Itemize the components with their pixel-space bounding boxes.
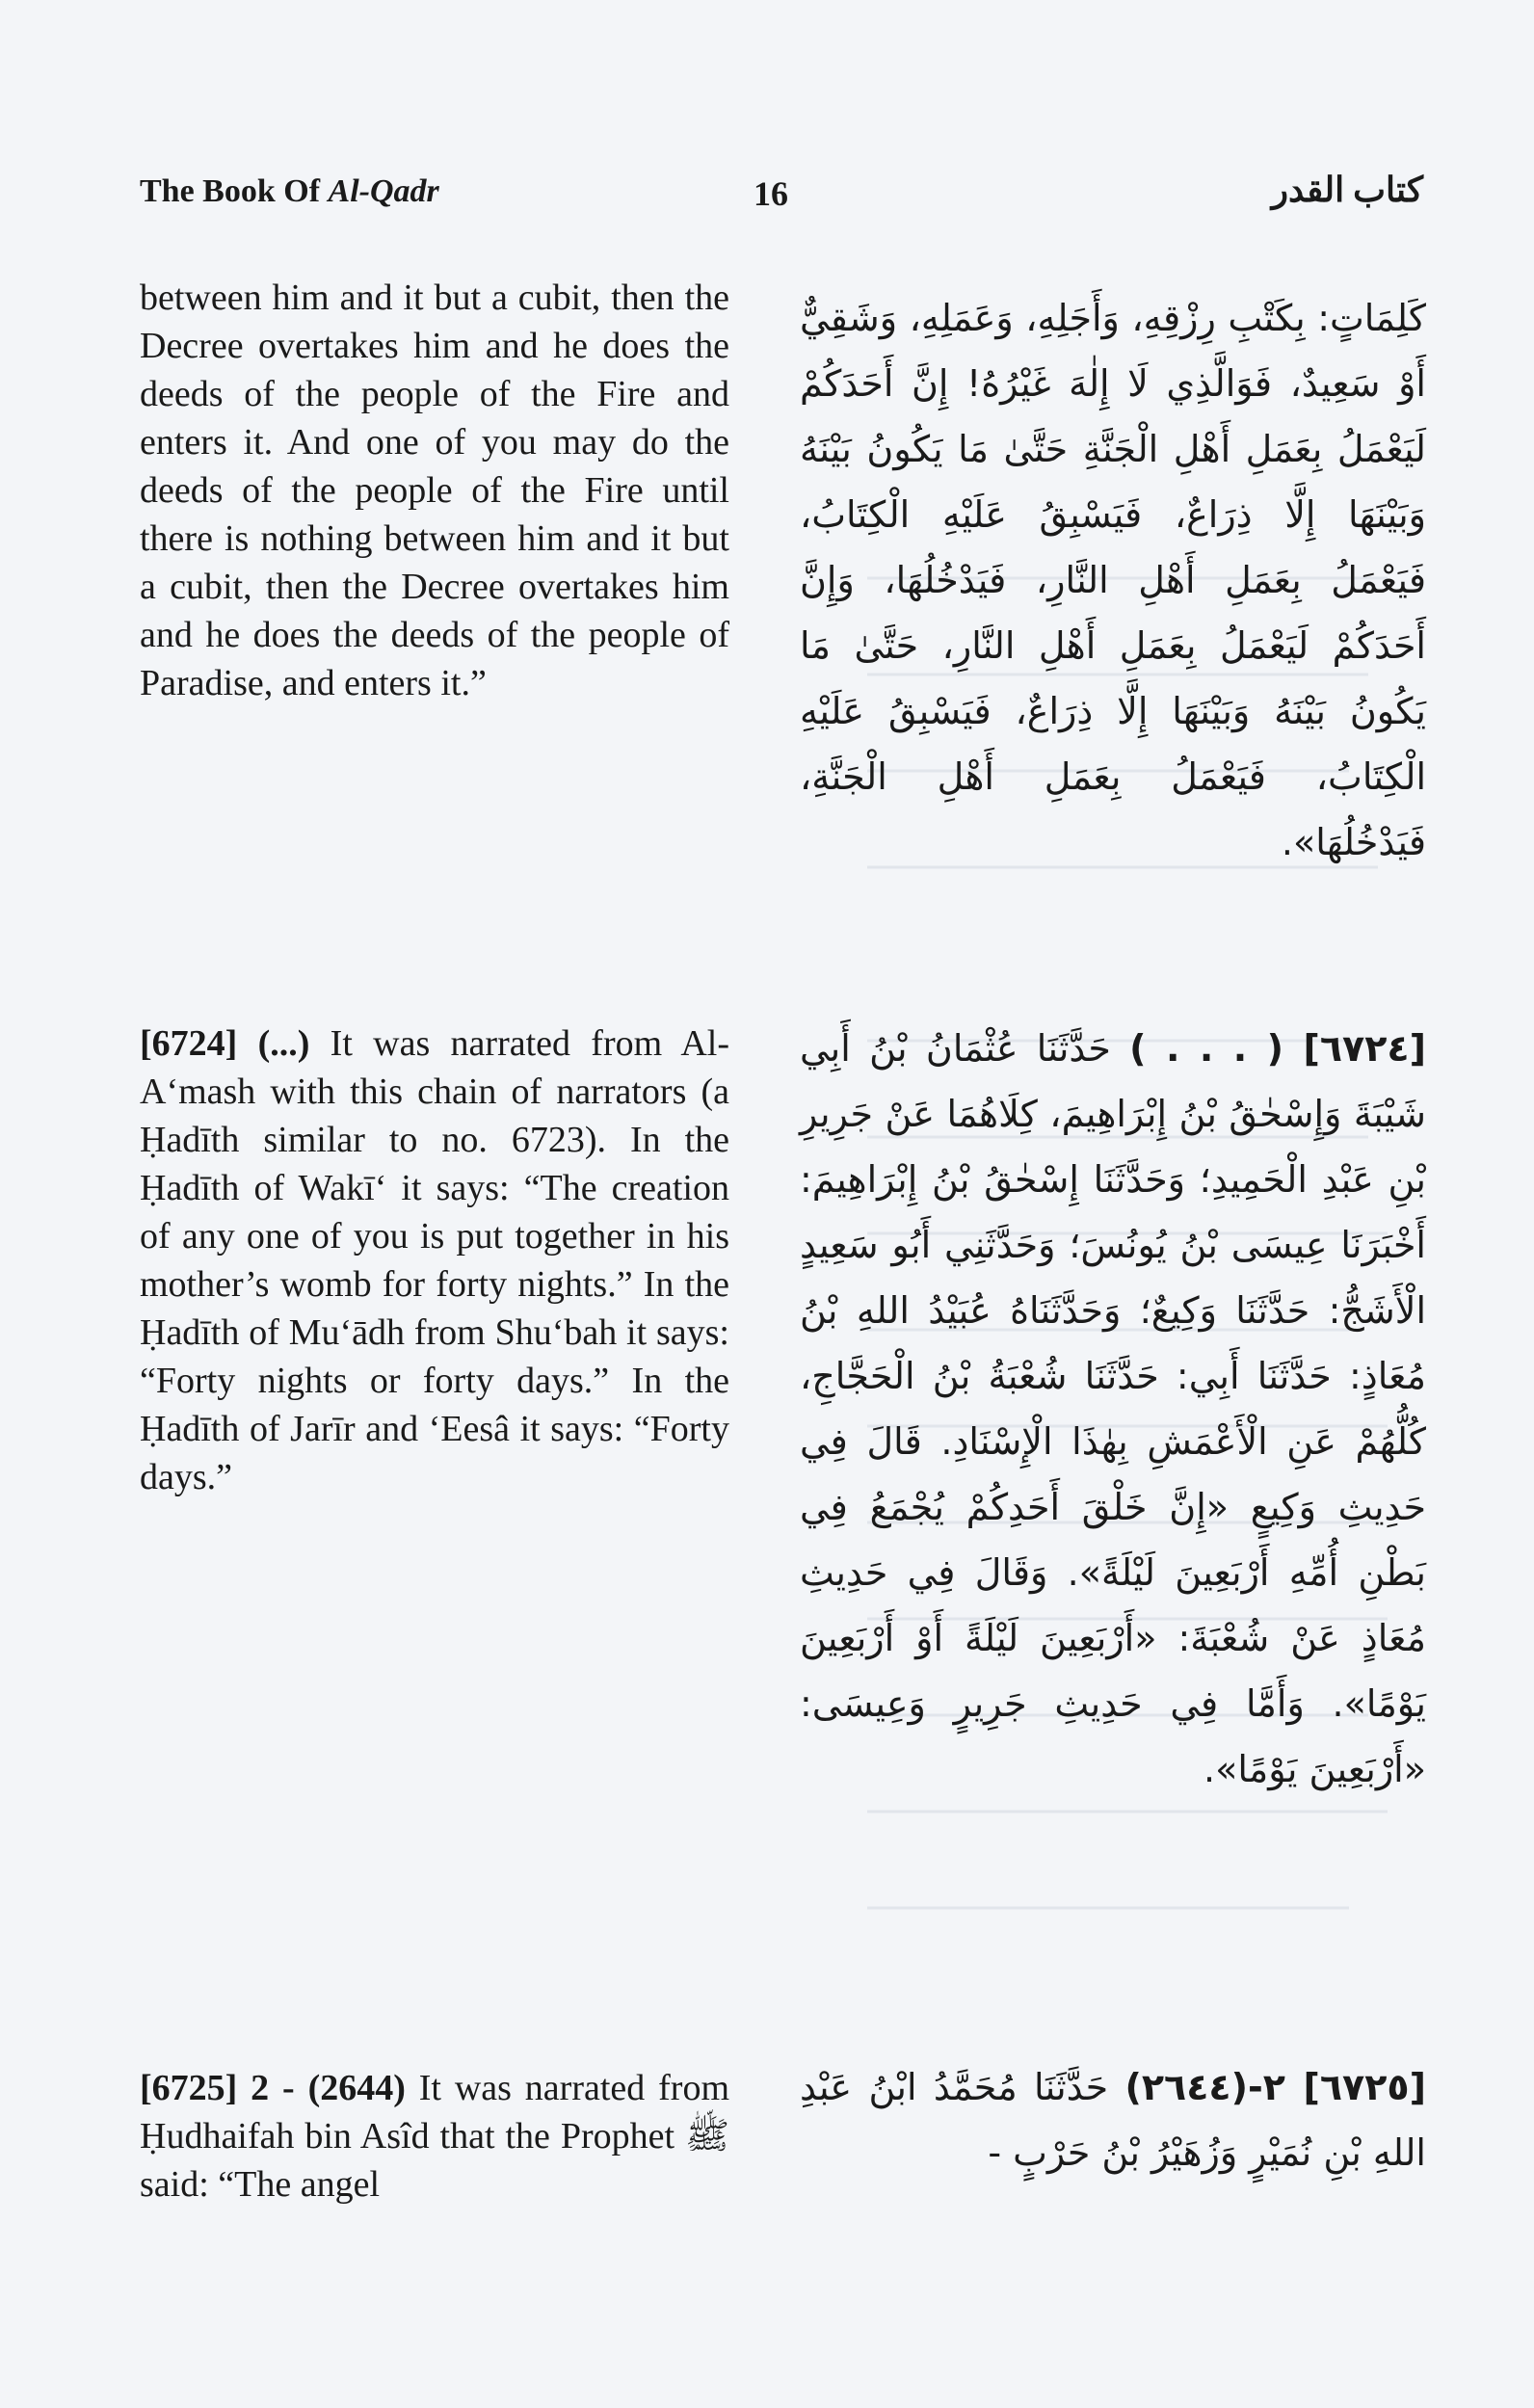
english-passage-1: between him and it but a cubit, then the Decree overtakes him and he does the deeds of the people of the Fire and enters it. And one of you may do the deeds of the people of the Fire until there is nothing between him and it but a cubit, then the Decree overtakes him and he does the deeds of the people of Paradise, and enters it.” [140, 278, 729, 703]
arabic-passage-2-text: حَدَّثَنَا عُثْمَانُ بْنُ أَبِي شَيْبَةَ وَإِسْحٰقُ بْنُ إِبْرَاهِيمَ، كِلَاهُمَا عَنْ جَرِيرِ بْنِ عَبْدِ الْحَمِيدِ؛ وَحَدَّثَنَا إِسْحٰقُ بْنُ إِبْرَاهِيمَ: أَخْبَرَنَا عِيسَى بْنُ يُونُسَ؛ وَحَدَّثَنِي أَبُو سَعِيدٍ الْأَشَجُّ: حَدَّثَنَا وَكِيعٌ؛ وَحَدَّثَنَاهُ عُبَيْدُ اللهِ بْنُ مُعَاذٍ: حَدَّثَنَا أَبِي: حَدَّثَنَا شُعْبَةُ بْنُ الْحَجَّاجِ، كُلُّهُمْ عَنِ الْأَعْمَشِ بِهٰذَا الْإِسْنَادِ. قَالَ فِي حَدِيثِ وَكِيعٍ «إِنَّ خَلْقَ أَحَدِكُمْ يُجْمَعُ فِي بَطْنِ أُمِّهِ أَرْبَعِينَ لَيْلَةً». وَقَالَ فِي حَدِيثِ مُعَاذٍ عَنْ شُعْبَةَ: «أَرْبَعِينَ لَيْلَةً أَوْ أَرْبَعِينَ يَوْمًا». وَأَمَّا فِي حَدِيثِ جَرِيرٍ وَعِيسَى: «أَرْبَعِينَ يَوْمًا». [800, 1027, 1426, 1790]
english-passage-2-text: It was narrated from Al-A‘mash with this chain of narrators (a Ḥadīth similar to no. 6723). In the Ḥadīth of Wakī‘ it says: “The creation of any one of you is put together in his mother’s womb for forty nights.” In the Ḥadīth of Mu‘ādh from Shu‘bah it says: “Forty nights or forty days.” In the Ḥadīth of Jarīr and ‘Eesâ it says: “Forty days.” [140, 1023, 729, 1497]
english-passage-3-text: It was narrated from Ḥudhaifah bin Asîd that the Prophet ﷺ said: “The angel [140, 2068, 730, 2205]
hadith-number-6724: [6724] (...) [140, 1023, 310, 1064]
arabic-passage-3-text: حَدَّثَنَا مُحَمَّدُ ابْنُ عَبْدِ اللهِ بْنِ نُمَيْرٍ وَزُهَيْرُ بْنُ حَرْبٍ - [800, 2066, 1426, 2174]
arabic-header-title: كتاب القدر [1271, 171, 1423, 209]
header-title-italic: Al-Qadr [328, 173, 439, 209]
english-passage-3 [140, 2064, 729, 2209]
arabic-hadith-number-6724: [٦٧٢٤] ( . . . ) [1129, 1027, 1426, 1070]
page-number: 16 [754, 174, 788, 213]
arabic-passage-2 [800, 1016, 1426, 1802]
header-title-prefix: The Book Of [140, 173, 329, 209]
hadith-number-6725: [6725] 2 - (2644) [140, 2068, 406, 2108]
arabic-passage-3 [800, 2054, 1426, 2185]
arabic-hadith-number-6725: [٦٧٢٥] ٢-(٢٦٤٤) [1124, 2066, 1426, 2108]
running-header-title [140, 173, 439, 210]
arabic-passage-1: كَلِمَاتٍ: بِكَتْبِ رِزْقِهِ، وَأَجَلِهِ، وَعَمَلِهِ، وَشَقِيٌّ أَوْ سَعِيدٌ، فَوَالَّذِي لَا إِلٰهَ غَيْرُهُ! إِنَّ أَحَدَكُمْ لَيَعْمَلُ بِعَمَلِ أَهْلِ الْجَنَّةِ حَتَّىٰ مَا يَكُونُ بَيْنَهُ وَبَيْنَهَا إِلَّا ذِرَاعٌ، فَيَسْبِقُ عَلَيْهِ الْكِتَابُ، فَيَعْمَلُ بِعَمَلِ أَهْلِ النَّارِ، فَيَدْخُلُهَا، وَإِنَّ أَحَدَكُمْ لَيَعْمَلُ بِعَمَلِ أَهْلِ النَّارِ، حَتَّىٰ مَا يَكُونُ بَيْنَهُ وَبَيْنَهَا إِلَّا ذِرَاعٌ، فَيَسْبِقُ عَلَيْهِ الْكِتَابُ، فَيَعْمَلُ بِعَمَلِ أَهْلِ الْجَنَّةِ، فَيَدْخُلُهَا». [800, 297, 1426, 863]
english-passage-2 [140, 1019, 729, 1501]
